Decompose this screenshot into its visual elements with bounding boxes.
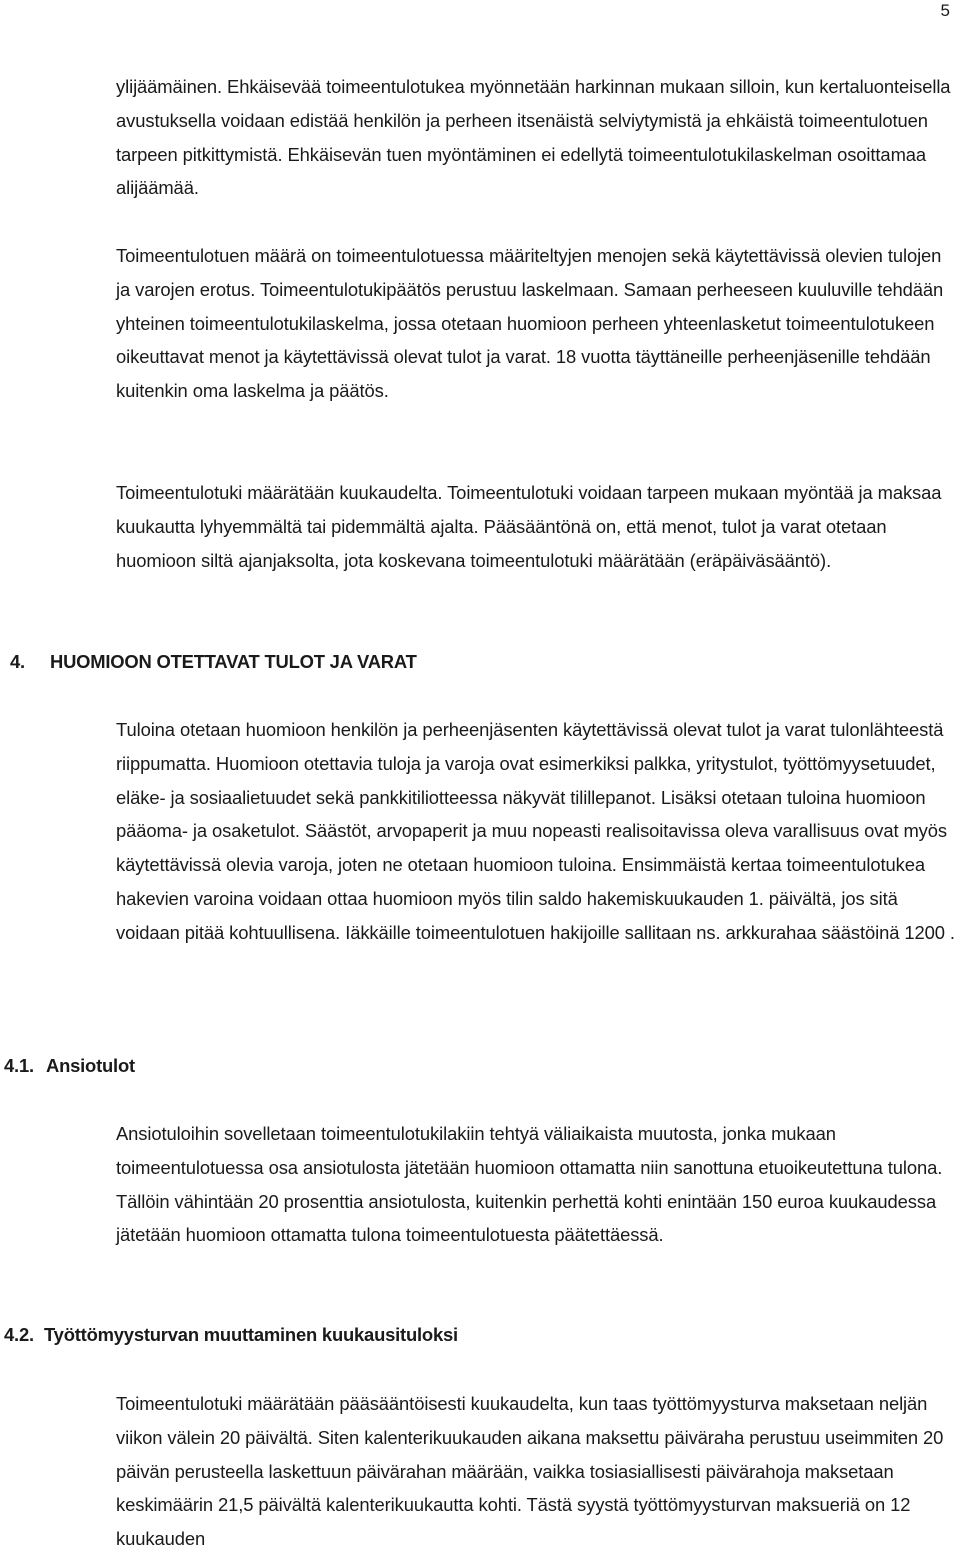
paragraph-income-considered: Tuloina otetaan huomioon henkilön ja perheenjäsenten käytettävissä olevat tulot ja varat tulonlähteestä riippumatta. Huomioon otettavia tuloja ja varoja ovat esimerkiksi palkka, yritystulot, työttömyysetuudet, eläke- ja sosiaalietuudet sekä pankkitiliotteessa näkyvät tilillepanot. Lisäksi otetaan tuloina huomioon pääoma- ja osaketulot. Säästöt, arvopaperit ja muu nopeasti realisoitavissa oleva varallisuus ovat myös käytettävissä olevia varoja, joten ne otetaan huomioon tuloina. Ensimmäistä kertaa toimeentulotukea hakevien varoina voidaan ottaa huomioon myös tilin saldo hakemiskuukauden 1. päivältä, jos sitä voidaan pitää kohtuullisena. Iäkkäille toimeentulotuen hakijoille sallitaan ns. arkkurahaa säästöinä 1200 . xyxy=(116,719,955,943)
page-number: 5 xyxy=(940,1,950,20)
paragraph-earned-income: Ansiotuloihin sovelletaan toimeentulotukilakiin tehtyä väliaikaista muutosta, jonka mukaan toimeentulotuessa osa ansiotulosta jätetään huomioon ottamatta niin sanottuna etuoikeutettuna tulona. Tällöin vähintään 20 prosenttia ansiotulosta, kuitenkin perhettä kohti enintään 150 euroa kuukaudessa jätetään huomioon ottamatta tulona toimeentulotuesta päätettäessä. xyxy=(116,1123,943,1246)
paragraph-preventive-support: ylijäämäinen. Ehkäisevää toimeentulotukea myönnetään harkinnan mukaan silloin, kun kertaluonteisella avustuksella voidaan edistää henkilön ja perheen itsenäistä selviytymistä ja ehkäistä toimeentulotuen tarpeen pitkittymistä. Ehkäisevän tuen myöntäminen ei edellytä toimeentulotukilaskelman osoittamaa alijäämää. xyxy=(116,76,951,199)
section-heading-4 xyxy=(10,650,417,674)
section-heading-4-1 xyxy=(4,1054,135,1078)
section-number: 4.1. xyxy=(4,1055,34,1076)
section-number: 4.2. xyxy=(4,1324,34,1345)
section-heading-4-2 xyxy=(4,1323,458,1347)
paragraph-unemployment-conversion: Toimeentulotuki määrätään pääsääntöisesti kuukaudelta, kun taas työttömyysturva maksetaan neljän viikon välein 20 päivältä. Siten kalenterikuukauden aikana maksettu päiväraha perustuu useimmiten 20 päivän perusteella laskettuun päivärahan määrään, vaikka tosiasiallisesti päivärahoja maksetaan keskimäärin 21,5 päivältä kalenterikuukautta kohti. Tästä syystä työttömyysturvan maksueriä on 12 kuukauden xyxy=(116,1393,944,1550)
section-title: Työttömyysturvan muuttaminen kuukausituloksi xyxy=(44,1324,458,1345)
section-title: Ansiotulot xyxy=(46,1055,135,1076)
paragraph-support-amount: Toimeentulotuen määrä on toimeentulotuessa määriteltyjen menojen sekä käytettävissä olevien tulojen ja varojen erotus. Toimeentulotukipäätös perustuu laskelmaan. Samaan perheeseen kuuluville tehdään yhteinen toimeentulotukilaskelma, jossa otetaan huomioon perheen yhteenlasketut toimeentulotukeen oikeuttavat menot ja käytettävissä olevat tulot ja varat. 18 vuotta täyttäneille perheenjäsenille tehdään kuitenkin oma laskelma ja päätös. xyxy=(116,245,944,402)
section-title: HUOMIOON OTETTAVAT TULOT JA VARAT xyxy=(50,651,417,672)
paragraph-support-period: Toimeentulotuki määrätään kuukaudelta. Toimeentulotuki voidaan tarpeen mukaan myöntää ja maksaa kuukautta lyhyemmältä tai pidemmältä ajalta. Pääsääntönä on, että menot, tulot ja varat otetaan huomioon siltä ajanjaksolta, jota koskevana toimeentulotuki määrätään (eräpäiväsääntö). xyxy=(116,482,942,571)
section-number: 4. xyxy=(10,651,25,672)
